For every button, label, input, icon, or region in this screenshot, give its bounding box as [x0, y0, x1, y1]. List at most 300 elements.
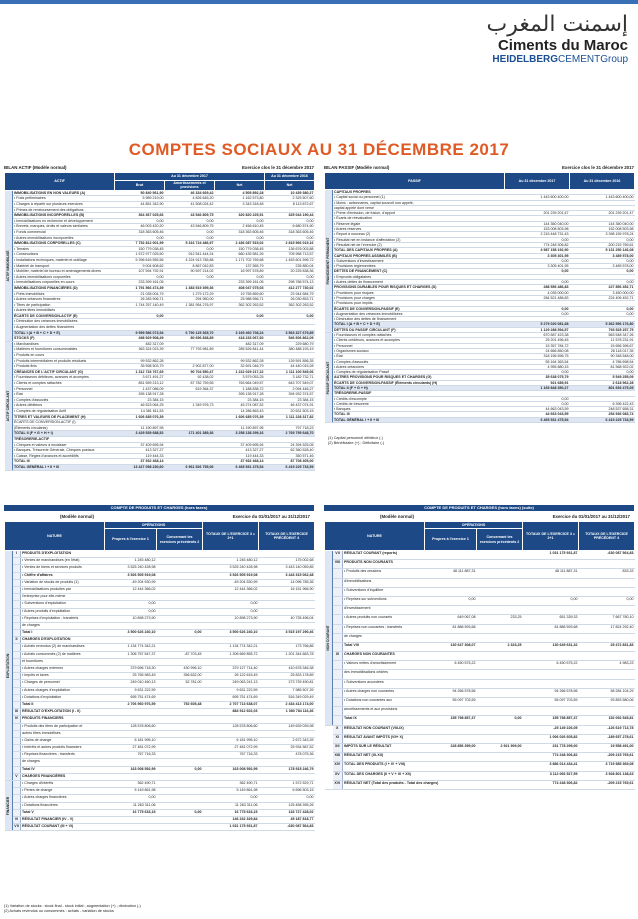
row-value: 0,00 — [505, 306, 570, 311]
row-value: -189 657 278,61 — [579, 734, 635, 743]
row-value: 0,00 — [165, 229, 215, 235]
row-value: 1 245 480,12 — [203, 558, 259, 565]
row-value: 5 316 724 486,97 — [165, 241, 215, 247]
row-label: CAPITAUX PROPRES ASSIMILÉS (B) — [333, 253, 505, 258]
row-label: Total IV — [21, 766, 105, 773]
row-value: 430 996,10 — [157, 666, 203, 673]
table-row — [325, 698, 635, 707]
row-value — [425, 734, 477, 743]
table-row — [5, 558, 315, 565]
row-number — [13, 673, 21, 680]
row-label: TRÉSORERIE-PASSIF — [333, 391, 505, 396]
table-row — [5, 723, 315, 730]
row-value — [477, 652, 523, 661]
page-title: COMPTES SOCIAUX AU 31 DÉCEMBRE 2017 — [128, 140, 510, 159]
row-value: 25 472 831,83 — [579, 642, 635, 651]
row-value: 1 111 228 317,82 — [265, 414, 315, 420]
row-value: 0,00 — [570, 280, 635, 285]
row-value — [477, 762, 523, 771]
row-number — [13, 687, 21, 694]
row-label: • Produits en cours — [13, 353, 115, 359]
row-label: • Produits des titres de participation et — [21, 723, 105, 730]
row-value: 136 676 003,88 — [265, 246, 315, 252]
row-value: 3 500 626 240,10 — [203, 630, 259, 637]
row-label: amortissements et aux provisions — [343, 707, 425, 716]
row-value — [157, 565, 203, 572]
actif-2016-header: Au 31 décembre 2016 — [265, 173, 315, 181]
row-value: 3 563 327 679,89 — [265, 330, 315, 336]
row-value: 2 215 448 731,43 — [505, 232, 570, 237]
row-value: 6 450 575,22 — [425, 661, 477, 670]
table-row — [325, 633, 635, 642]
row-number — [333, 679, 343, 688]
row-value: 201 239 201,47 — [505, 211, 570, 216]
row-number — [13, 651, 21, 658]
row-value: 7 667 780,10 — [579, 615, 635, 624]
row-value: 4 955 880,15 — [505, 364, 570, 369]
row-value: 233,25 — [477, 615, 523, 624]
row-value — [477, 551, 523, 560]
row-label: • Moins : actionnaires, capital souscrit non appelé, — [333, 200, 505, 205]
row-value: 0,00 — [570, 258, 635, 263]
row-value — [203, 637, 259, 644]
row-value — [523, 707, 579, 716]
row-value: 4 983,23 — [579, 661, 635, 670]
cpc1-conc-header: Concernant les exercices précédents 2 — [157, 529, 203, 551]
row-value — [425, 771, 477, 780]
bilan-actif-header — [4, 165, 314, 170]
row-value — [259, 594, 315, 601]
row-value: 55 164 363,54 — [505, 359, 570, 364]
row-label: • Comptes d'associés — [333, 359, 505, 364]
section-label — [5, 341, 13, 470]
row-value — [157, 752, 203, 759]
row-value: 94 266 578,56 — [523, 688, 579, 697]
row-label: • Banques — [333, 407, 505, 412]
actif-net-header: Net — [215, 181, 265, 191]
row-label: • Autres charges externes — [21, 666, 105, 673]
row-value: 5 549 255,09 — [570, 375, 635, 380]
row-value: 0,00 — [165, 218, 215, 224]
row-value: 224 406 452,71 — [570, 295, 635, 300]
row-value — [105, 551, 157, 558]
row-value: 1 111 100 549,06 — [265, 369, 315, 375]
row-value: 3 671 491,27 — [115, 375, 165, 381]
row-value: 6 181 995,10 — [105, 737, 157, 744]
row-label: TOTAL II (F + G + H) — [333, 385, 505, 390]
row-label: • Clients créditeurs, avances et acomptes — [333, 338, 505, 343]
row-value: 7 985 507,39 — [259, 687, 315, 694]
table-row — [5, 615, 315, 622]
row-value: 11 190 897,95 — [115, 425, 165, 431]
row-number: XII — [333, 743, 343, 752]
row-value: 1 006 026 605,82 — [523, 734, 579, 743]
table-row — [325, 551, 635, 560]
row-label: • Autres créanciers — [333, 364, 505, 369]
row-value: 37 932 468,14 — [115, 459, 165, 465]
row-value: 767 716,33 — [105, 752, 157, 759]
logo-group — [458, 54, 628, 65]
row-value: 285 526 841,44 — [215, 347, 265, 353]
row-value: 35 638 075,79 — [505, 375, 570, 380]
row-label: • Comptes de régularisation Actif — [13, 408, 115, 414]
row-label: • État — [13, 392, 115, 398]
row-value: 152 092 545,81 — [579, 716, 635, 725]
row-label: PRODUITS D'EXPLOITATION — [21, 551, 105, 558]
table-row — [325, 762, 635, 771]
row-number — [333, 578, 343, 587]
row-value — [579, 587, 635, 596]
row-value — [425, 551, 477, 560]
row-label: • Subventions d'exploitation — [21, 601, 105, 608]
row-value: 0,00 — [115, 274, 165, 280]
row-value — [425, 578, 477, 587]
row-value: 6 450 575,22 — [523, 661, 579, 670]
row-value: 0,00 — [215, 274, 265, 280]
row-value: 15 357 784,72 — [505, 343, 570, 348]
table-row — [5, 464, 315, 470]
row-value — [157, 737, 203, 744]
row-value: 851 559 213,12 — [115, 381, 165, 387]
row-value: 2 436 087 515,02 — [215, 241, 265, 247]
row-value: 318 363 605,46 — [215, 229, 265, 235]
row-number — [13, 766, 21, 773]
row-label: • Fonds commercial — [13, 229, 115, 235]
row-value — [105, 759, 157, 766]
row-value: 4 224 913 785,88 — [165, 257, 215, 263]
row-value — [105, 816, 157, 823]
row-value: -200 215 769,61 — [570, 242, 635, 247]
row-label: de charges — [21, 759, 105, 766]
row-label: RÉSULTAT NON COURANT (VIII-IX) — [343, 725, 425, 734]
row-value: 163 008 592,99 — [105, 766, 157, 773]
row-value: 6 465 531 475,54 — [505, 417, 570, 422]
row-value: 643 707 549,07 — [265, 381, 315, 387]
row-value: 20 225 838,36 — [265, 269, 315, 275]
row-value: 318 363 605,46 — [265, 229, 315, 235]
section-label — [325, 333, 333, 423]
row-value: 418 233 067,60 — [215, 336, 265, 342]
table-row — [5, 701, 315, 708]
row-value: 1 080 784 116,46 — [259, 709, 315, 716]
row-value: 3 443 315 062,48 — [259, 572, 315, 579]
row-number: VII — [13, 824, 21, 831]
row-value: -87 703,45 — [157, 651, 203, 658]
row-value: 99 532 862,28 — [115, 358, 165, 364]
row-label: • Autres charges non courantes — [343, 688, 425, 697]
row-value: 1 134 774 342,21 — [203, 644, 259, 651]
row-number — [13, 594, 21, 601]
row-value: 128 578 806,60 — [203, 723, 259, 730]
row-label: • Capital social ou personnel (1) — [333, 195, 505, 200]
row-value: 0,00 — [505, 401, 570, 406]
row-value: 2 618 962,28 — [570, 380, 635, 385]
row-label: • Dotations d'exploitation — [21, 694, 105, 701]
table-row — [5, 622, 315, 629]
row-value: 651 339,33 — [523, 615, 579, 624]
row-value: -209 215 769,61 — [579, 753, 635, 762]
row-label: CRÉANCES DE L'ACTIF CIRCULANT (G) — [13, 369, 115, 375]
row-number — [333, 707, 343, 716]
row-value: 5 131 250 146,08 — [570, 248, 635, 253]
row-value: 0,00 — [505, 311, 570, 316]
row-value: 25 934 587,52 — [259, 745, 315, 752]
row-label: AUTRES PROVISIONS POUR RISQUES ET CHARGES (G) — [333, 375, 505, 380]
row-label: TOTAL III — [333, 412, 505, 417]
row-label: • Banques, Trésorerie Générale, Chèques postaux — [13, 448, 115, 454]
row-value: 0,00 — [203, 795, 259, 802]
row-label: • Résultat net en instance d'affectation (2) — [333, 237, 505, 242]
row-value: 12 444 366,02 — [105, 586, 157, 593]
row-value: 48 111 887,31 — [425, 569, 477, 578]
row-value: 178 915 246,79 — [259, 766, 315, 773]
row-label: capital appelé dont versé — [333, 205, 505, 210]
cpc2-prev-header: TOTAUX DE L'EXERCICE PRÉCÉDENT 4 — [579, 522, 635, 551]
row-value — [157, 781, 203, 788]
row-value: 125 458 395,26 — [259, 802, 315, 809]
row-value: 0,00 — [215, 218, 265, 224]
section-label-text: EXPLOITATION — [6, 653, 11, 678]
row-number — [13, 701, 21, 708]
row-label: ÉCARTS DE CONVERSION-ACTIF (I) — [13, 420, 115, 426]
row-number — [333, 670, 343, 679]
row-value — [477, 771, 523, 780]
row-number: I — [13, 551, 21, 558]
row-value: 3 305 401,95 — [505, 253, 570, 258]
row-value — [579, 670, 635, 679]
row-value: 4 786 698,54 — [570, 359, 635, 364]
table-row — [5, 666, 315, 673]
row-value: 3 429 539 688,52 — [115, 431, 165, 437]
row-value: 48 111 887,31 — [523, 569, 579, 578]
cpc2-table — [324, 521, 635, 790]
row-value: 5 149 861,98 — [203, 788, 259, 795]
row-value: 318 363 605,46 — [115, 229, 165, 235]
actif-brut-header: Brut — [115, 181, 165, 191]
row-value: 119 444,33 — [215, 453, 265, 459]
table-row — [325, 743, 635, 752]
row-value: 25 988 956,71 — [215, 297, 265, 303]
row-value: 1 201 344 663,78 — [259, 651, 315, 658]
row-value: 8 867 042,83 — [165, 263, 215, 269]
row-value: 478 075,36 — [259, 752, 315, 759]
row-number — [13, 615, 21, 622]
row-label: IMMOBILISATIONS CORPORELLES (C) — [13, 241, 115, 247]
row-value: 0,00 — [505, 258, 570, 263]
row-value: 77 793 981,89 — [165, 347, 215, 353]
row-value: 6 790 125 365,70 — [165, 330, 215, 336]
row-number — [13, 572, 21, 579]
row-label: Total V — [21, 809, 105, 816]
table-row — [5, 594, 315, 601]
row-label: TOTAL DES CAPITAUX PROPRES (A) — [333, 248, 505, 253]
row-value: 5 279 020 081,68 — [505, 322, 570, 327]
row-value — [259, 622, 315, 629]
row-value: 3 305 401,95 — [505, 264, 570, 269]
row-value: 23 384,15 — [215, 397, 265, 403]
row-value: 774 248 306,82 — [505, 242, 570, 247]
table-row — [5, 752, 315, 759]
row-label: • Autres charges d'exploitation — [21, 687, 105, 694]
row-value: 356 632,00 — [157, 673, 203, 680]
cpc1-note-1: (1) Variation de stocks : stock final - stock initial ; augmentation (+) ; diminution (-) — [4, 904, 141, 908]
row-value — [523, 652, 579, 661]
row-label: • Résultat net de l'exercice (2) — [333, 242, 505, 247]
row-number — [13, 737, 21, 744]
row-value: 1 245 480,12 — [105, 558, 157, 565]
table-row — [325, 716, 635, 725]
row-value: 325 044 190,44 — [265, 213, 315, 219]
row-value: 3 515 197 290,46 — [259, 630, 315, 637]
table-row — [325, 560, 635, 569]
row-value — [579, 707, 635, 716]
row-label: ÉCARTS DE CONVERSION-PASSIF (E) — [333, 306, 505, 311]
row-label: • Autres produits non courants — [343, 615, 425, 624]
row-number: VIII — [333, 560, 343, 569]
cpc1-band: COMPTE DE PRODUITS ET CHARGES (hors taxes) — [4, 505, 314, 511]
row-label: • Fournisseurs et comptes rattachés — [333, 333, 505, 338]
row-label: TOTAL DES PRODUITS (I + IV + VIII) — [343, 762, 425, 771]
row-value: 0,00 — [265, 313, 315, 319]
row-value — [477, 707, 523, 716]
row-value — [477, 596, 523, 605]
row-value — [203, 730, 259, 737]
row-value — [259, 551, 315, 558]
section-label-text: ACTIF IMMOBILISÉ — [6, 250, 11, 282]
row-label: • Augmentation des créances immobilisées — [333, 311, 505, 316]
row-value — [477, 780, 523, 789]
row-value: 0,00 — [115, 313, 165, 319]
table-row — [325, 679, 635, 688]
row-value: 1 129 288 594,57 — [505, 327, 570, 332]
row-value: 32 691 046,79 — [215, 364, 265, 370]
row-value — [157, 658, 203, 665]
row-value: -630 087 564,83 — [259, 824, 315, 831]
row-value — [579, 652, 635, 661]
row-label: RÉSULTAT NET (XI-XII) — [343, 753, 425, 762]
row-value: 921 689,91 — [505, 380, 570, 385]
row-value: 26 122 615,49 — [203, 673, 259, 680]
row-value — [259, 658, 315, 665]
row-value: 3 500 626 240,10 — [105, 630, 157, 637]
row-number — [333, 624, 343, 633]
row-value: 3 258 138 299,16 — [215, 431, 265, 437]
row-number: III — [13, 709, 21, 716]
row-number — [13, 565, 21, 572]
table-row — [5, 709, 315, 716]
row-value: 273 739 490,81 — [259, 680, 315, 687]
cpc1-heading: (Modèle normal) — [60, 514, 94, 519]
row-value: 248 537 658,31 — [570, 407, 635, 412]
row-value — [259, 773, 315, 780]
row-value — [259, 608, 315, 615]
row-value — [203, 594, 259, 601]
row-value: 24 394 525,05 — [265, 442, 315, 448]
row-label: • Diminution des créances immobilisées — [13, 319, 115, 325]
row-label: DETTES DE FINANCEMENT (C) — [333, 269, 505, 274]
row-number — [13, 795, 21, 802]
row-value: 5 989 219,00 — [115, 196, 165, 202]
row-value: 516 349 029,49 — [259, 694, 315, 701]
logo-name: Ciments du Maroc — [497, 37, 628, 54]
row-value: 231 778 299,00 — [523, 743, 579, 752]
row-label: • Report à nouveau (2) — [333, 232, 505, 237]
row-value: 1 606 685 076,39 — [215, 414, 265, 420]
row-value — [579, 560, 635, 569]
row-value — [157, 730, 203, 737]
row-label: d'investissement — [343, 606, 425, 615]
passif-2017-header: Au 31 décembre 2017 — [505, 173, 570, 190]
row-value: 10 898 273,90 — [105, 615, 157, 622]
row-value — [157, 608, 203, 615]
row-value: 46 003 420,20 — [115, 224, 165, 230]
row-label: STOCKS (F) — [13, 336, 115, 342]
row-value: 9 631 222,59 — [203, 687, 259, 694]
row-label: TITRES ET VALEURS DE PLACEMENT (H) — [13, 414, 115, 420]
table-row — [5, 809, 315, 816]
row-label: • Matériel de transport — [13, 263, 115, 269]
row-label: TRÉSORERIE-ACTIF — [13, 436, 115, 442]
row-value — [105, 824, 157, 831]
row-value — [579, 633, 635, 642]
bilan-passif-table — [324, 172, 635, 423]
row-value: 619 364,37 — [165, 386, 215, 392]
row-value: 44 851 342,90 — [115, 202, 165, 208]
row-label: CHARGES NON COURANTES — [343, 652, 425, 661]
table-row — [5, 745, 315, 752]
row-label: • État — [333, 354, 505, 359]
row-number — [13, 781, 21, 788]
row-value: 0,00 — [505, 269, 570, 274]
row-value: 19 558 491,00 — [579, 743, 635, 752]
row-value: 23 384,15 — [265, 397, 315, 403]
row-value: 25 201 496,45 — [505, 338, 570, 343]
table-row — [5, 781, 315, 788]
row-label: TOTAL DES CHARGES (II + V + IX + XII) — [343, 771, 425, 780]
row-label: • Subventions d'investissement — [333, 258, 505, 263]
row-label: • Autres dettes de financement — [333, 280, 505, 285]
row-value: 0,00 — [505, 280, 570, 285]
row-label: de charges — [21, 622, 105, 629]
table-row — [5, 637, 315, 644]
row-value — [425, 587, 477, 596]
row-label: • Immobilisations produites par — [21, 586, 105, 593]
row-value: 11 263 311,06 — [203, 802, 259, 809]
row-value: 228 856 399,00 — [425, 743, 477, 752]
row-value: 1 437 086,09 — [115, 386, 165, 392]
passif-notes — [328, 436, 628, 445]
row-value: 294 950,00 — [165, 297, 215, 303]
row-value — [477, 606, 523, 615]
table-row — [325, 615, 635, 624]
row-value: 0,00 — [215, 313, 265, 319]
row-label: l'entreprise pour elle-même — [21, 594, 105, 601]
row-value: 2 094 446,27 — [265, 386, 315, 392]
row-value: 46 523 064,25 — [115, 403, 165, 409]
row-label: DETTES DU PASSIF CIRCULANT (F) — [333, 327, 505, 332]
row-label: • Produits intermédiaires et produits résiduels — [13, 358, 115, 364]
table-row — [5, 658, 315, 665]
row-value: 19 755 859,60 — [215, 291, 265, 297]
row-label: • Installations techniques, matériel et outillage — [13, 257, 115, 263]
row-value: 12 444 366,02 — [203, 586, 259, 593]
row-value: 1 606 685 076,39 — [115, 414, 165, 420]
row-number — [13, 759, 21, 766]
row-value — [203, 622, 259, 629]
row-value — [157, 601, 203, 608]
row-value — [477, 587, 523, 596]
row-value: 233 399 161,05 — [215, 280, 265, 286]
